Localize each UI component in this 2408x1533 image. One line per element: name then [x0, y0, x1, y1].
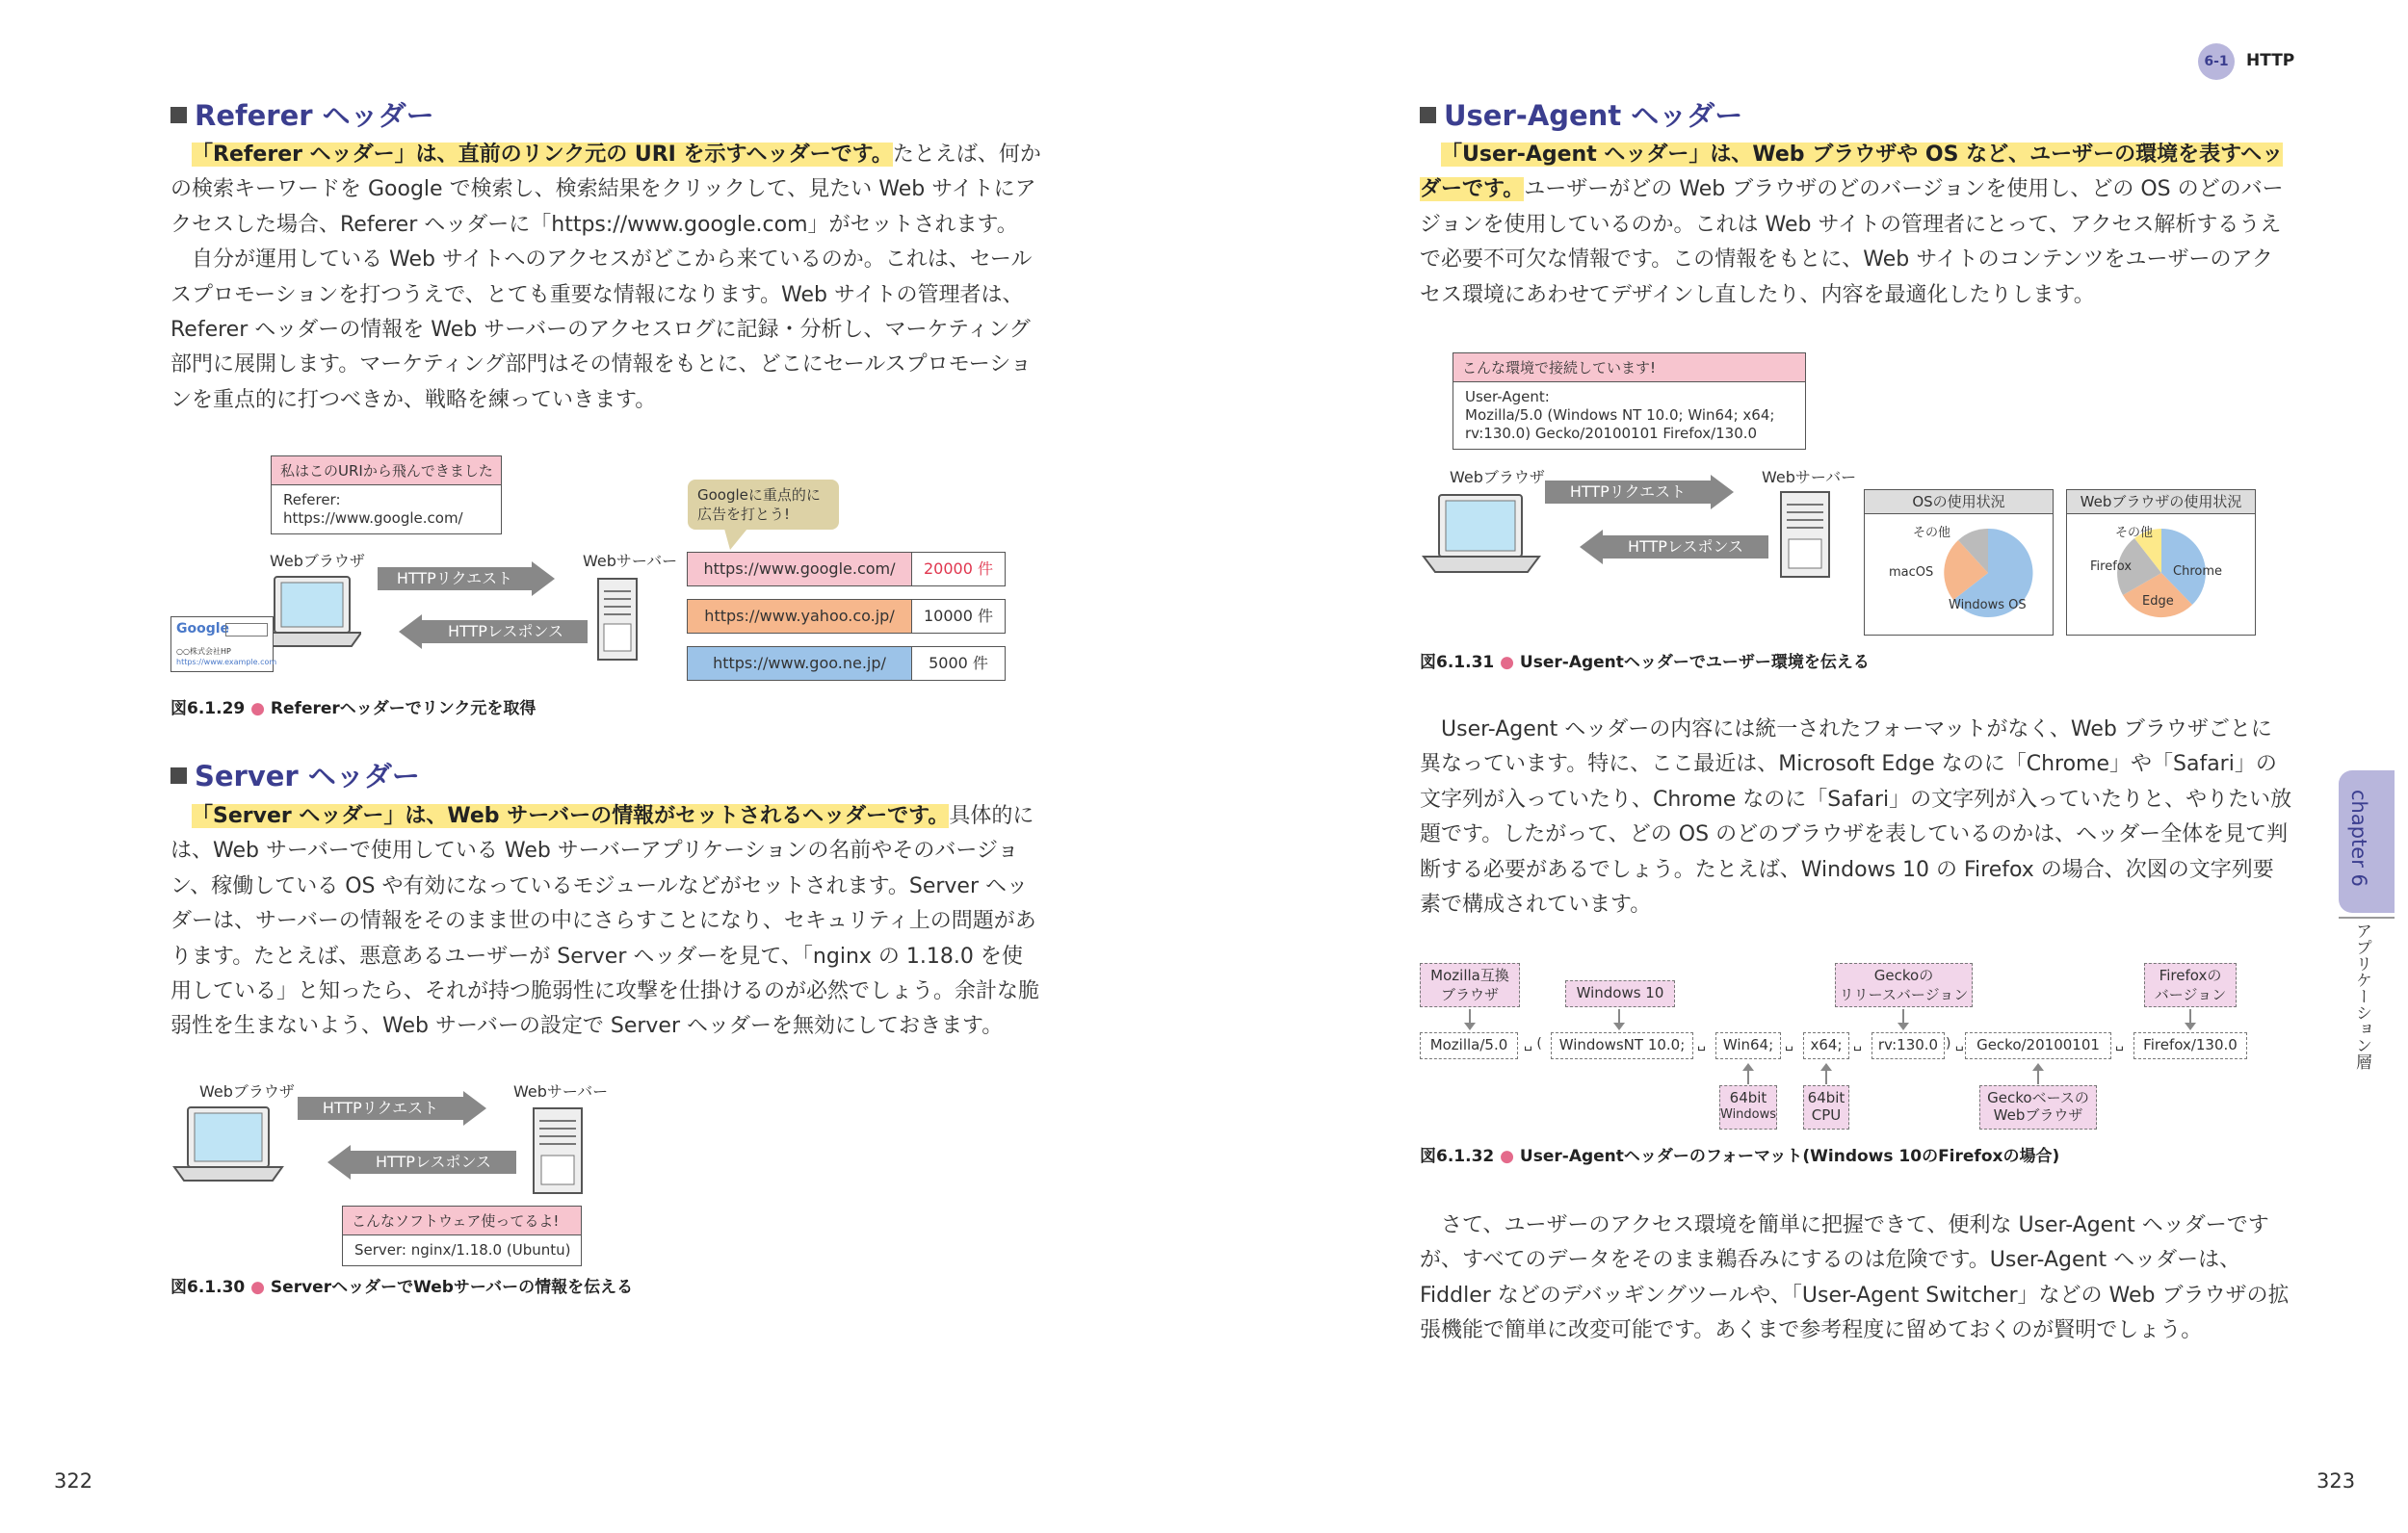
response-label: HTTPレスポンス — [448, 622, 563, 640]
tag-64bit-cpu: 64bit CPU — [1803, 1085, 1849, 1130]
advice-bubble: Googleに重点的に 広告を打とう! — [688, 480, 839, 530]
table-row-url-1: https://www.google.com/ — [687, 552, 912, 586]
ua-info-box — [1453, 352, 1806, 450]
heading-square-icon — [1420, 107, 1436, 123]
browser-pie-chart — [2067, 514, 2255, 635]
request-label: HTTPリクエスト — [1569, 482, 1687, 501]
google-result-title: ○○株式会社HP — [176, 647, 231, 656]
request-label: HTTPリクエスト — [396, 569, 513, 587]
chapter-divider — [2339, 917, 2395, 919]
os-label-windows: Windows OS — [1949, 598, 2027, 612]
chapter-subtitle: アプリケーション層 — [2352, 922, 2371, 1070]
response-label: HTTPレスポンス — [1628, 537, 1743, 556]
referer-box-header: 私はこのURIから飛んできました — [272, 456, 501, 485]
server-paragraph: 「Server ヘッダー」は、Web サーバーの情報がセットされるヘッダーです。具体的には、Web サーバーで使用している Web サーバーアプリケーションの名前やそのバージョン、稼働している OS や有効になっているモジュールなどがセットされます。Server ヘッダーは、サーバーの情報をそのまま世の中にさらすことになり、セキュリティ上の問題があります。たとえば、悪意あるユーザーが Server ヘッダーを見て、「nginx の 1.18.0 を使用している」と知ったら、それが持つ脆弱性に攻撃を仕掛けるのが必然でしょう。余計な脆弱性を生まないよう、Web サーバーの設定で Server ヘッダーを無効にしておきます。 — [170, 804, 1040, 1039]
token-windows-nt: WindowsNT 10.0; — [1551, 1032, 1693, 1059]
token-win64: Win64; — [1715, 1032, 1781, 1059]
ua-highlight: 「User-Agent ヘッダー」は、Web ブラウザや OS など、ユーザーの環境を表すヘッダーです。 — [1420, 143, 2284, 202]
token-firefox: Firefox/130.0 — [2133, 1032, 2247, 1059]
down-arrows — [1420, 1007, 2267, 1034]
server-label: Webサーバー — [513, 1082, 609, 1101]
search-box — [225, 623, 268, 637]
token-rv: rv:130.0 — [1871, 1032, 1945, 1059]
caption-6-1-31: 図6.1.31 ● User-Agentヘッダーでユーザー環境を伝える — [1420, 653, 1870, 672]
os-usage-panel — [1864, 489, 2054, 636]
referer-paragraph: 「Referer ヘッダー」は、直前のリンク元の URI を示すヘッダーです。たとえば、何かの検索キーワードを Google で検索し、検索結果をクリックして、見たい Web サイトにアクセスした場合、Referer ヘッダーに「https://www.google.com」がセットされます。 自分が運用している Web サイトへのアクセスがどこから来ているのか。これは、セールスプロモーションを打つうえで、とても重要な情報になります。Web サイトの管理者は、Referer ヘッダーの情報を Web サーバーのアクセスログに記録・分析し、マーケティング部門に展開します。マーケティング部門はその情報をもとに、どこにセールスプロモーションを重点的に打つべきか、戦略を練っていきます。 — [170, 143, 1041, 412]
server-box-header: こんなソフトウェア使ってるよ! — [343, 1207, 581, 1235]
caption-6-1-29: 図6.1.29 ● Refererヘッダーでリンク元を取得 — [170, 699, 537, 718]
ua-box-header: こんな環境で接続しています! — [1453, 353, 1805, 382]
os-usage-title: OSの使用状況 — [1865, 490, 2053, 514]
caption-6-1-30: 図6.1.30 ● ServerヘッダーでWebサーバーの情報を伝える — [170, 1278, 634, 1297]
server-icon — [528, 1105, 588, 1196]
browser-usage-panel — [2066, 489, 2256, 636]
server-icon — [1775, 489, 1835, 580]
ua-paragraph-2: User-Agent ヘッダーの内容には統一されたフォーマットがなく、Web ブラウザごとに異なっています。特に、ここ最近は、Microsoft Edge なのに「Chrome」や「Safari」の文字列が入っていたり、Chrome なのに「Safari」の文字列が入っていたりと、やりたい放題です。したがって、どの OS のどのブラウザを表しているのかは、ヘッダー全体を見て判断する必要があるでしょう。たとえば、Windows 10 の Firefox の場合、次図の文字列要素で構成されています。 — [1420, 717, 2292, 918]
table-row-count-2: 10000 件 — [911, 599, 1006, 634]
space-symbol: ␣ — [2115, 1036, 2124, 1052]
space-symbol: ) ␣ — [1946, 1036, 1964, 1052]
tag-64bit-windows: 64bit Windows — [1719, 1085, 1777, 1130]
tag-gecko-based-browser: Geckoベースの Webブラウザ — [1979, 1085, 2097, 1130]
section-badge: 6-1 — [2198, 43, 2235, 80]
bubble-tail — [724, 529, 747, 550]
tag-windows-10: Windows 10 — [1565, 980, 1675, 1007]
server-highlight: 「Server ヘッダー」は、Web サーバーの情報がセットされるヘッダーです。 — [192, 804, 950, 828]
tag-firefox-version: Firefoxの バージョン — [2144, 963, 2237, 1007]
page-number-right: 323 — [2316, 1469, 2356, 1493]
os-label-other: その他 — [1913, 526, 1951, 540]
table-row-url-2: https://www.yahoo.co.jp/ — [687, 599, 912, 634]
server-label: Webサーバー — [583, 552, 678, 570]
browser-label-chrome: Chrome — [2173, 564, 2222, 579]
server-label: Webサーバー — [1762, 468, 1857, 486]
browser-label-other: その他 — [2115, 526, 2154, 540]
ua-paragraph-3: さて、ユーザーのアクセス環境を簡単に把握できて、便利な User-Agent ヘッダーですが、すべてのデータをそのまま鵜呑みにするのは危険です。User-Agent ヘッダーは、Fiddler などのデバッギングツールや、「User-Agent Switcher」などの Web ブラウザの拡張機能で簡単に改変可能です。あくまで参考程度に留めておくのが賢明でしょう。 — [1420, 1213, 2290, 1343]
space-symbol: ␣ — [1853, 1036, 1862, 1052]
chapter-tab-label: chapter 6 — [2347, 790, 2370, 887]
table-row-url-3: https://www.goo.ne.jp/ — [687, 646, 912, 681]
tag-mozilla-compat: Mozilla互換 ブラウザ — [1420, 963, 1520, 1007]
token-gecko: Gecko/20100101 — [1965, 1032, 2111, 1059]
referer-heading: Referer ヘッダー — [170, 94, 434, 134]
ua-box-body: User-Agent: Mozilla/5.0 (Windows NT 10.0; Win64; x64; rv:130.0) Gecko/20100101 Firefox/130.0 — [1465, 388, 1775, 442]
ua-heading: User-Agent ヘッダー — [1420, 94, 1742, 134]
referer-info-box — [271, 455, 502, 534]
laptop-icon — [170, 1104, 286, 1190]
os-label-macos: macOS — [1889, 565, 1934, 580]
browser-label-firefox: Firefox — [2090, 559, 2133, 574]
heading-square-icon — [170, 767, 187, 784]
response-label: HTTPレスポンス — [376, 1153, 491, 1171]
google-result-url: https://www.example.com — [176, 658, 277, 666]
server-info-box — [342, 1206, 582, 1266]
table-row-count-1: 20000 件 — [911, 552, 1006, 586]
up-arrows — [1420, 1059, 2267, 1086]
tag-gecko-release: Geckoの リリースバージョン — [1835, 963, 1973, 1007]
browser-label: Webブラウザ — [1450, 468, 1545, 486]
ua-paragraph-1: 「User-Agent ヘッダー」は、Web ブラウザや OS など、ユーザーの環境を表すヘッダーです。ユーザーがどの Web ブラウザのどのバージョンを使用し、どの OS のどのバージョンを使用しているのか。これは Web サイトの管理者にとって、アクセス解析するうえで必要不可欠な情報です。この情報をもとに、Web サイトのコンテンツをユーザーのアクセス環境にあわせてデザインし直したり、内容を最適化したりします。 — [1420, 143, 2284, 307]
referer-highlight: 「Referer ヘッダー」は、直前のリンク元の URI を示すヘッダーです。 — [192, 143, 893, 167]
browser-label-edge: Edge — [2142, 594, 2174, 609]
google-window — [170, 616, 277, 672]
request-label: HTTPリクエスト — [322, 1099, 439, 1117]
referer-box-body: Referer: https://www.google.com/ — [283, 491, 463, 527]
browser-label: Webブラウザ — [199, 1082, 295, 1101]
browser-label: Webブラウザ — [270, 552, 365, 570]
browser-usage-title: Webブラウザの使用状況 — [2067, 490, 2255, 514]
google-logo: Google — [176, 621, 230, 637]
space-symbol: ␣ ( — [1524, 1036, 1542, 1052]
token-x64: x64; — [1803, 1032, 1849, 1059]
table-row-count-3: 5000 件 — [911, 646, 1006, 681]
section-name: HTTP — [2246, 51, 2295, 70]
server-icon — [595, 576, 643, 663]
page-number-left: 322 — [54, 1469, 93, 1493]
caption-6-1-32: 図6.1.32 ● User-Agentヘッダーのフォーマット(Windows 10のFirefoxの場合) — [1420, 1147, 2060, 1166]
server-box-body: Server: nginx/1.18.0 (Ubuntu) — [354, 1241, 571, 1259]
heading-square-icon — [170, 107, 187, 123]
token-mozilla: Mozilla/5.0 — [1420, 1032, 1518, 1059]
laptop-icon — [1420, 491, 1543, 582]
space-symbol: ␣ — [1697, 1036, 1706, 1052]
server-heading: Server ヘッダー — [170, 755, 420, 794]
space-symbol: ␣ — [1785, 1036, 1793, 1052]
